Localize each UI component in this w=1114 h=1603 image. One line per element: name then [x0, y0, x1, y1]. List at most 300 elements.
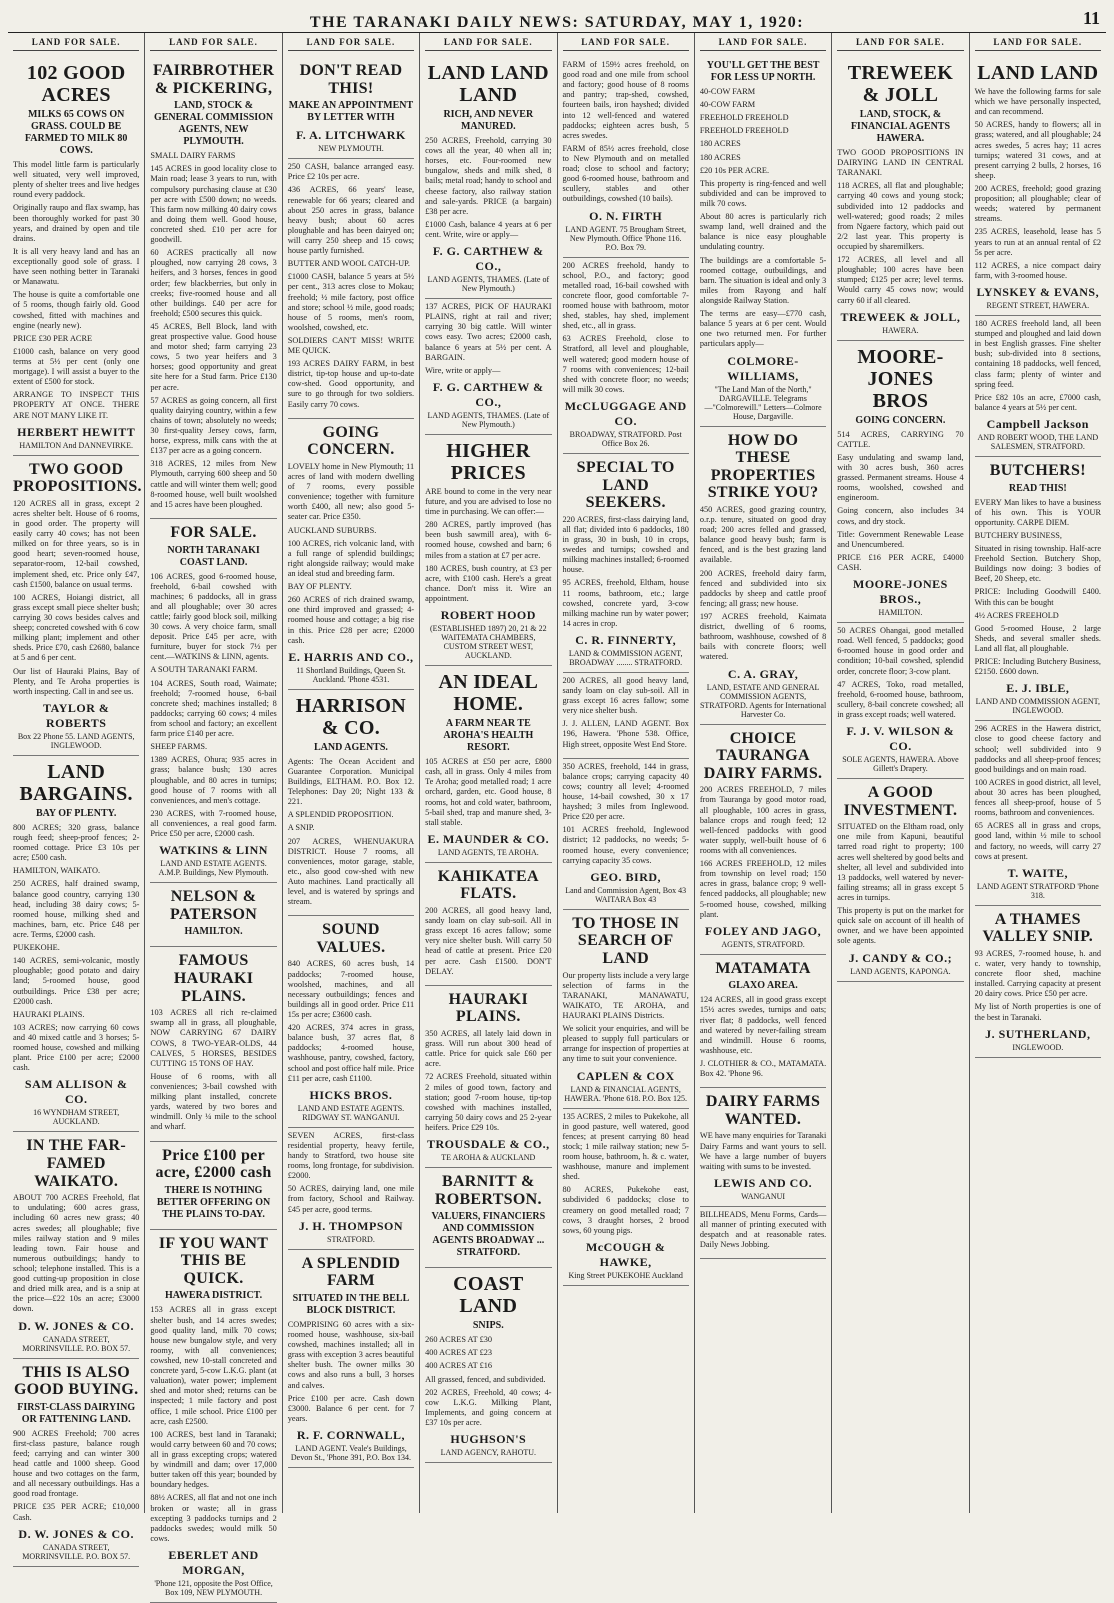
- ad-paragraph: All grassed, fenced, and subdivided.: [425, 1374, 546, 1384]
- ad-paragraph: 350 ACRES, freehold, 144 in grass, balance crops; carrying capacity 40 cows; country all level; 4-roomed house, 14-bail cowshed, 30 x 17 hayshed; 3 miles from Inglewood. Price £20 per acre.: [562, 761, 689, 822]
- ad-address: LAND & COMMISSION AGENT, BROADWAY ........ STRATFORD.: [568, 648, 683, 667]
- ad-paragraph: 250 CASH, balance arranged easy. Price £2 10s per acre.: [287, 162, 415, 182]
- ad-paragraph: PRICE £16 PER ACRE, £4000 CASH.: [837, 552, 964, 572]
- ad-paragraph: PRICE: Including Goodwill £400. With this can be bought: [974, 587, 1101, 607]
- ad-body: [425, 136, 551, 240]
- ad-paragraph: 100 ACRES, best land in Taranaki; would carry between 60 and 70 cows; all in grass excepting crops; watered by windmill and dam; over 17,000 butter taken off this year; bounded by boundary hedges.: [150, 1429, 277, 1490]
- ad-paragraph: PRICE £35 PER ACRE; £10,000 Cash.: [13, 1502, 140, 1522]
- ad-title: LAND LAND LAND: [427, 62, 549, 106]
- ad-address: HAMILTON.: [878, 608, 923, 618]
- ad-body: [975, 724, 1101, 861]
- ad-subtitle: READ THIS!: [1008, 482, 1067, 494]
- ad-title: MOORE-JONES BROS: [857, 345, 944, 412]
- ad-subtitle: HAMILTON.: [184, 926, 243, 938]
- ad-advertiser: F. J. V. WILSON & CO.: [846, 724, 955, 754]
- ad-paragraph: £1000 cash, balance on very good terms at 5½ per cent (only one mortgage). I will assist a buyer to the extent of £500 for stock.: [13, 346, 140, 387]
- ad-paragraph: The house is quite a comfortable one of 5 rooms, though fairly old. Good cowshed, fitted with machines and engine (nearly new).: [13, 290, 140, 330]
- ad-paragraph: This model little farm is particularly well situated, very well improved, plenty of shelter trees and live hedges round every paddock.: [13, 160, 140, 200]
- advertisement: [425, 1168, 551, 1268]
- ad-advertiser: F. G. CARTHEW & CO.,: [432, 244, 544, 274]
- ad-address: LAND & FINANCIAL AGENTS, HAWERA. 'Phone 618. P.O. Box 125.: [564, 1084, 687, 1103]
- ad-body: [288, 757, 414, 908]
- ad-title: GOING CONCERN.: [307, 423, 395, 459]
- ad-body: [13, 499, 139, 697]
- column: [558, 33, 695, 1513]
- ad-title: MATAMATA: [715, 959, 811, 977]
- advertisement: [700, 427, 826, 725]
- advertisement: [563, 673, 689, 759]
- ad-paragraph: 45 ACRES, Bell Block, land with great prospective value. Good house and motor shed; farm carrying 23 cows, 5 two year heifers and 3 horses; good opportunity and great site here for a Stud farm. Price £130 per acre.: [150, 321, 277, 392]
- ad-advertiser: WATKINS & LINN: [159, 843, 268, 858]
- ad-paragraph: PRICE: Including Butchery Business, £2150. £600 down.: [974, 657, 1101, 677]
- ad-title: IN THE FAR-FAMED WAIKATO.: [26, 1137, 126, 1190]
- ad-paragraph: £1000 CASH, balance 5 years at 5½ per cent., 313 acres close to Mokau; freehold; ½ mile factory, post office and store; school ½ mile, good roads; house of 5 rooms, men's room, woolshed, cowshed, etc.: [287, 272, 415, 332]
- ad-paragraph: 118 ACRES, all flat and ploughable; carrying 40 cows and young stock; subdivided into 12 paddocks and well-watered; good roads; 2 miles from Ngaere factory, which paid out 2/2 last year. This property is occupied by sharemilkers.: [837, 181, 964, 251]
- ad-advertiser: C. A. GRAY,: [727, 666, 799, 681]
- ad-advertiser: J. H. THOMPSON: [298, 1218, 403, 1233]
- ad-paragraph: 296 ACRES in the Hawera district, close to good cheese factory and school; well subdivided into 9 paddocks and all sheep-proof fences; good buildings and on main road.: [974, 724, 1101, 774]
- ad-paragraph: ABOUT 700 ACRES Freehold, flat to undulating; 600 acres grass, including 60 acres new grass; 40 acres swedes; all ploughable; five miles railway station and 9 miles leading town. Fair house and numerous outbuildings; handy to school; telephone installed. This is a good cutting-up proposition in close and dried milk area, and is a snip at the price—£22 10s an acre; £3000 down.: [13, 1193, 140, 1314]
- ad-paragraph: Good 5-roomed House, 2 large Sheds, and several smaller sheds. Land all flat, all ploughable.: [974, 623, 1101, 653]
- ad-body: [150, 1305, 276, 1544]
- ad-subtitle: NORTH TARANAKI COAST LAND.: [167, 544, 260, 568]
- advertisement: [150, 57, 276, 519]
- column: [8, 33, 145, 1561]
- advertisement: [425, 986, 551, 1168]
- ad-paragraph: SHEEP FARMS.: [150, 742, 208, 752]
- ad-paragraph: 50 ACRES, handy to flowers; all in grass; watered, and all ploughable; 24 acres swedes, 5 acres hay; 11 acres turnips; watered 31 cows, and at present carrying 2 bulls, 2 horses, 16 sheep.: [974, 120, 1101, 180]
- ad-title: FAIRBROTHER & PICKERING,: [152, 62, 275, 97]
- advertisement: [837, 57, 963, 341]
- ad-subtitle: LAND, STOCK & GENERAL COMMISSION AGENTS, NEW PLYMOUTH.: [153, 100, 274, 148]
- ad-subtitle: MILKS 65 COWS ON GRASS. COULD BE FARMED TO MILK 80 COWS.: [24, 109, 128, 156]
- advertisement: [563, 759, 689, 910]
- ad-advertiser: EBERLET AND MORGAN,: [168, 1548, 259, 1577]
- ad-paragraph: 103 ACRES all rich re-claimed swamp all in grass, all ploughable, NOW CARRYING 67 DAIRY COWS, 8 TWO-YEAR-OLDS, 44 CALVES, 5 HORSES, BESIDES CUTTING 15 TONS OF HAY.: [150, 1008, 277, 1068]
- ad-advertiser: CAPLEN & COX: [576, 1068, 675, 1083]
- ad-title: TO THOSE IN SEARCH OF LAND: [572, 914, 680, 967]
- advertisement: [288, 1250, 414, 1468]
- ad-address: STRATFORD.: [327, 1234, 375, 1244]
- advertisement: [288, 159, 414, 419]
- ad-paragraph: 103 ACRES; now carrying 60 cows and 40 mixed cattle and 3 horses; 5-roomed house, cowshed and milking plant. Price £100 per acre; £2000 cash.: [13, 1022, 140, 1073]
- ad-body: [700, 87, 826, 350]
- ad-subtitle: RICH, AND NEVER MANURED.: [443, 109, 534, 132]
- ad-address: SOLE AGENTS, HAWERA. Above Gillett's Drapery.: [842, 755, 959, 774]
- ad-paragraph: 400 ACRES AT £16: [425, 1361, 493, 1371]
- ad-body: [13, 160, 139, 421]
- ad-subtitle: LAND, STOCK, & FINANCIAL AGENTS HAWERA.: [850, 109, 951, 144]
- ad-paragraph: 40-COW FARM: [699, 87, 756, 96]
- ad-subtitle: YOU'LL GET THE BEST FOR LESS UP NORTH.: [706, 60, 820, 83]
- ad-paragraph: 840 ACRES, 60 acres bush, 14 paddocks; 7-roomed house, woolshed, machines, and all necessary outbuildings; fences and buildings all in good order. Price £11 15s per acre; £3600 cash.: [287, 959, 415, 1020]
- column: [832, 33, 969, 1513]
- advertisement: [837, 779, 963, 982]
- ad-title: BARNITT & ROBERTSON.: [434, 1173, 542, 1208]
- ad-paragraph: 65 ACRES all in grass and crops, good land, within ½ mile to school and factory, no weeds, will carry 27 cows at present.: [974, 821, 1101, 861]
- ad-paragraph: J. CLOTHIER & CO., MATAMATA. Box 42. 'Phone 96.: [699, 1058, 827, 1079]
- ad-address: LAND, ESTATE AND GENERAL COMMISSION AGENTS, STRATFORD. Agents for International Harvester Co.: [699, 682, 827, 719]
- ad-paragraph: HAMILTON, WAIKATO.: [13, 866, 101, 876]
- ad-paragraph: COMPRISING 60 acres with a six-roomed house, washhouse, six-bail cowshed, machines installed; all in grass with exception 3 acres beautiful shelter bush. The owner milks 30 cows and also runs a bull, 3 horses and calves.: [287, 1319, 415, 1390]
- ad-title: NELSON & PATERSON: [169, 888, 258, 923]
- ad-address: LAND AND ESTATE AGENTS. A.M.P. Buildings, New Plymouth.: [158, 859, 269, 878]
- ad-paragraph: Our property lists include a very large selection of farms in the TARANAKI, MANAWATU, WAIKATO, TE AROHA, and HAURAKI PLAINS Districts.: [562, 970, 689, 1021]
- ad-address: LAND AGENTS, THAMES. (Late of New Plymouth.): [427, 410, 550, 429]
- ad-paragraph: 250 ACRES, Freehold, carrying 30 cows all the year, 40 when all in; horses, etc. Four-roomed new bungalow, sheds and milk shed, 8 bails; metal road; handy to school and cheese factory, also railway station and sale-yards. PRICE (a bargain) £38 per acre.: [425, 136, 552, 216]
- advertisement: [563, 258, 689, 454]
- ad-paragraph: A SPLENDID PROPOSITION.: [287, 810, 394, 820]
- ad-title: A THAMES VALLEY SNIP.: [982, 910, 1094, 946]
- ad-body: [13, 1193, 139, 1314]
- ad-advertiser: F. G. CARTHEW & CO.,: [432, 379, 544, 409]
- ad-title: COAST LAND: [453, 1273, 524, 1318]
- ad-subtitle: THERE IS NOTHING BETTER OFFERING ON THE PLAINS TO-DAY.: [156, 1184, 271, 1220]
- ad-address: CANADA STREET, MORRINSVILLE. P.O. BOX 57.: [22, 1542, 131, 1561]
- ad-paragraph: 88½ ACRES, all flat and not one inch broken or waste; all in grass excepting 3 paddocks turnips and 2 paddocks swedes; would milk 50 cows.: [150, 1493, 277, 1543]
- ad-paragraph: Situated in rising township. Half-acre Freehold Section. Butchery Shop, Buildings now doing: 3 bodies of Beef, 20 Sheep, etc.: [974, 543, 1101, 584]
- ad-body: [700, 1210, 826, 1250]
- ad-body: [975, 949, 1101, 1023]
- ad-advertiser: Campbell Jackson: [986, 416, 1089, 431]
- ad-paragraph: 101 ACRES freehold, Inglewood district; 12 paddocks, no weeds; 5-roomed house, every convenience; carrying capacity 35 cows.: [562, 825, 689, 865]
- ad-address: LAND AGENT. 75 Brougham Street, New Plymouth. Office 'Phone 116. P.O. Box 79.: [565, 224, 687, 252]
- column: [695, 33, 832, 1513]
- ad-paragraph: 72 ACRES Freehold, situated within 2 miles of good town, factory and station; good 7-room house, tip-top cowshed with machines installed, carrying 50 dairy cows and 25 2-year heifers. Price £29 10s.: [425, 1072, 552, 1132]
- ad-paragraph: 50 ACRES Ohangai, good metalled road. Well fenced, 5 paddocks; good 6-roomed house in good order and condition; 10-bail cowshed, splendid order, concrete floor; 3-cow plant.: [837, 626, 964, 676]
- ad-paragraph: The terms are easy—£770 cash, balance 5 years at 6 per cent. Would one two returned men. For further particulars apply—: [699, 309, 827, 349]
- ad-advertiser: McCOUGH & HAWKE,: [585, 1239, 666, 1269]
- ad-paragraph: FARM of 159½ acres freehold, on good road and one mile from school and factory; good house of 8 rooms and pantry; trap-shed, cowshed, fourteen bails, iron hayshed; divided into 12 well-fenced and watered paddocks; eighteen acres bush, 5 acres swedes.: [562, 60, 689, 140]
- advertisement: [425, 863, 551, 986]
- ad-title: HIGHER PRICES: [446, 439, 531, 484]
- ad-title: IF YOU WANT THIS BE QUICK.: [158, 1234, 269, 1287]
- ad-body: [563, 261, 689, 395]
- ad-paragraph: 145 ACRES in good locality close to Main road; lease 3 years to run, with compulsory purchasing clause at £30 per acre with £500 down; no weeds. This farm now milking 40 dairy cows and doing them well. Good house, concreted shed. £10 per acre for goodwill.: [150, 164, 277, 245]
- ad-advertiser: HICKS BROS.: [309, 1087, 393, 1102]
- ad-paragraph: The buildings are a comfortable 5-roomed cottage, outbuildings, and barn. The situation is ideal and only 3 miles from Rayong and half alongside Railway Station.: [699, 255, 827, 305]
- ad-paragraph: 250 ACRES, half drained swamp, balance good country, carrying 130 head, including 38 dairy cows; 5-roomed house, milking shed and machines, barn, etc. Price £48 per acre. Terms, £2000 cash.: [13, 879, 140, 939]
- ad-advertiser: D. W. JONES & CO.: [18, 1318, 134, 1333]
- ad-paragraph: BUTCHERY BUSINESS,: [974, 530, 1062, 540]
- ad-subtitle: VALUERS, FINANCIERS AND COMMISSION AGENTS BROADWAY ... STRATFORD.: [431, 1211, 546, 1259]
- ad-body: [288, 162, 414, 410]
- ad-title: THIS IS ALSO GOOD BUYING.: [13, 1363, 139, 1399]
- ad-paragraph: SEVEN ACRES, first-class residential property, heavy fertile, handy to Stratford, two house site rooms, long frontage, for subdivision. £2000.: [287, 1130, 415, 1181]
- ad-paragraph: 112 ACRES, a nice compact dairy farm, with 3-roomed house.: [974, 260, 1101, 280]
- advertisement: [975, 457, 1101, 721]
- ad-address: HAMILTON And DANNEVIRKE.: [19, 440, 133, 450]
- ad-body: [563, 971, 689, 1065]
- ad-paragraph: 166 ACRES FREEHOLD, 12 miles from township on level road; 150 acres in grass, balance crop; 9 well-fenced paddocks, all ploughable; new 5-roomed house, cowshed, milking plant.: [699, 859, 827, 919]
- ad-paragraph: It is all very heavy land and has an exceptionally good sole of grass. I have seen nothing better in Taranaki or Manawatu.: [13, 246, 140, 287]
- ad-paragraph: 63 ACRES Freehold, close to Stratford, all level and ploughable, well watered; good modern house of 7 rooms with conveniences; 12-bail shed with concrete floor; no weeds; will milk 30 cows.: [562, 334, 689, 394]
- ad-paragraph: This property is ring-fenced and well subdivided and can be improved to milk 70 cows.: [699, 178, 827, 208]
- ad-subtitle: BAY OF PLENTY.: [35, 807, 117, 819]
- ad-title: A GOOD INVESTMENT.: [843, 784, 958, 819]
- ad-body: [425, 302, 551, 376]
- ad-advertiser: C. R. FINNERTY,: [575, 632, 677, 647]
- ad-advertiser: GEO. BIRD,: [590, 869, 662, 884]
- ad-paragraph: We have the following farms for sale which we have personally inspected, and can recommend.: [974, 87, 1101, 117]
- ad-paragraph: WE have many enquiries for Taranaki Dairy Farms and want yours to sell. We have a large number of buyers waiting with sums to be invested.: [699, 1131, 827, 1171]
- ad-advertiser: E. HARRIS AND CO.,: [288, 649, 414, 664]
- ad-paragraph: 318 ACRES, 12 miles from New Plymouth, carrying 600 sheep and 50 cattle and will winter them well; good 8-roomed house, well built woolshed and 15 acres have been ploughed.: [150, 459, 277, 509]
- column-header: LAND FOR SALE.: [563, 35, 689, 51]
- ad-subtitle: FIRST-CLASS DAIRYING OR FATTENING LAND.: [17, 1401, 136, 1425]
- ad-advertiser: T. WAITE,: [1007, 865, 1069, 880]
- ad-paragraph: 180 ACRES: [699, 139, 741, 149]
- ad-paragraph: Easy undulating and swamp land, with 30 acres bush, 360 acres grassed. Permanent streams. House 4 rooms, woolshed, cowshed and engineroom.: [837, 452, 964, 503]
- advertisement: [700, 1088, 826, 1207]
- ad-address: (ESTABLISHED 1897) 20, 21 & 22 WAITEMATA CHAMBERS, CUSTOM STREET WEST, AUCKLAND.: [429, 624, 547, 661]
- ad-paragraph: PUKEKOHE.: [13, 943, 60, 953]
- ad-paragraph: FREEHOLD FREEHOLD: [699, 126, 789, 136]
- ad-body: [425, 906, 551, 977]
- ad-paragraph: 100 ACRES, rich volcanic land, with a full range of splendid buildings; right alongside railway; would make an ideal stud and breeding farm.: [287, 538, 415, 578]
- column-header: LAND FOR SALE.: [13, 35, 139, 51]
- ad-address: INGLEWOOD.: [1012, 1042, 1064, 1052]
- advertisement: [13, 1132, 139, 1358]
- ad-paragraph: 800 ACRES; 320 grass, balance rough feed; sheep-proof fences; 2-roomed cottage. Price £3 10s per acre; £500 cash.: [13, 822, 140, 863]
- ad-address: 'Phone 121, opposite the Post Office, Box 109, NEW PLYMOUTH.: [154, 1579, 273, 1597]
- page-number: 11: [1082, 8, 1100, 28]
- ad-paragraph: 350 ACRES, all lately laid down in grass. Will run about 300 head of cattle. Price for quick sale £60 per acre.: [425, 1028, 552, 1069]
- ad-address: AND ROBERT WOOD, THE LAND SALESMEN, STRATFORD.: [977, 432, 1099, 451]
- ad-title: LAND BARGAINS.: [19, 760, 133, 805]
- advertisement: [13, 756, 139, 1133]
- ad-paragraph: 106 ACRES, good 6-roomed house, freehold, 6-bail cowshed with machines; 6 paddocks, all in grass and all ploughable; over 30 acres cattle; fairly good block soil, milking 30 cows. A very choice farm, small deposit. Price £45 per acre, with furniture, buyer for stock 7½ per cent.—WATKINS & LINN, agents.: [150, 571, 277, 662]
- ad-title: SOUND VALUES.: [316, 921, 386, 956]
- advertisement: [288, 690, 414, 917]
- column: [283, 33, 420, 1513]
- advertisement: [288, 916, 414, 1128]
- ad-paragraph: This property is put on the market for quick sale on account of ill health of owner, and we have been appointed sole agents.: [837, 906, 964, 946]
- ad-body: [288, 959, 414, 1083]
- ad-title: Price £100 per acre, £2000 cash: [155, 1146, 272, 1182]
- column-header: LAND FOR SALE.: [288, 35, 414, 51]
- ad-paragraph: Title: Government Renewable Lease and Unencumbered.: [837, 529, 964, 549]
- ad-paragraph: A SOUTH TARANAKI FARM.: [150, 665, 258, 675]
- advertisement: [700, 1207, 826, 1259]
- ad-paragraph: LOVELY home in New Plymouth; 11 acres of land with modern dwelling of 7 rooms, every possible convenience; together with furniture worth £400, all new; also good 5-seater car. Price £350.: [287, 461, 415, 522]
- ad-address: NEW PLYMOUTH.: [318, 144, 384, 154]
- ad-body: [563, 515, 689, 629]
- advertisement: [563, 1109, 689, 1286]
- ad-title: FAMOUS HAURAKI PLAINS.: [173, 952, 254, 1005]
- ad-paragraph: 202 ACRES, Freehold, 40 cows; 4-cow L.K.G. Milking Plant, Implements, and going concern at £37 10s per acre.: [425, 1387, 552, 1428]
- ad-body: [975, 319, 1101, 413]
- ad-body: [150, 151, 276, 510]
- ad-paragraph: We solicit your enquiries, and will be pleased to supply full particulars or arrange for inspection of properties at any time to suit your convenience.: [562, 1024, 689, 1064]
- ad-body: [13, 823, 139, 1074]
- ad-advertiser: McCLUGGAGE AND CO.: [564, 398, 687, 428]
- ad-address: LAND AGENCY, RAHOTU.: [440, 1448, 537, 1458]
- ad-title: BUTCHERS!: [989, 461, 1086, 479]
- ad-paragraph: 400 ACRES AT £23: [425, 1348, 493, 1358]
- ad-paragraph: House of 6 rooms, with all conveniences; 3-bail cowshed with milking plant installed, concrete yards, watered by two bores and windmill. Only ¼ mile to the school and wharf.: [150, 1071, 277, 1132]
- ad-paragraph: Agents: The Ocean Accident and Guarantee Corporation. Municipal Buildings, ELTHAM. P.O. Box 12. Telephones: Day 20; Night 133 & 221.: [287, 756, 415, 807]
- ad-paragraph: 80 ACRES, Pukekohe east, subdivided 6 paddocks; close to creamery on good metalled road; 7 cows, 3 draught horses, 2 brood sows, 60 young pigs.: [562, 1185, 689, 1235]
- ad-paragraph: 95 ACRES, freehold, Eltham, house 11 rooms, bathroom, etc.; large cowshed, concrete yard, 3-cow milking machine run by water power; 14 acres in crop.: [562, 578, 689, 628]
- advertisement: [975, 721, 1101, 905]
- ad-advertiser: HERBERT HEWITT: [17, 424, 136, 439]
- ad-title: FOR SALE.: [170, 523, 257, 541]
- ad-paragraph: ARE bound to come in the very near future, and you are advised to lose no time in purchasing. We can offer:—: [425, 486, 552, 517]
- ad-paragraph: 235 ACRES, leasehold, lease has 5 years to run at an annual rental of £2 5s per acre.: [974, 227, 1101, 257]
- ad-title: DAIRY FARMS WANTED.: [705, 1093, 821, 1128]
- ad-paragraph: FARM of 85½ acres freehold, close to New Plymouth and on metalled road; close to school and factory; good 6-roomed house, bathroom and scullery, stables and other outbuildings, cowshed (10 bails).: [562, 143, 689, 204]
- ad-paragraph: AUCKLAND SUBURBS.: [287, 525, 377, 535]
- ad-address: AGENTS, STRATFORD.: [721, 939, 805, 949]
- ad-address: HAWERA.: [882, 325, 919, 335]
- ad-address: "The Land Man of the North," DARGAVILLE. Telegrams—"Colmorewill." Letters—Colmore House, Dargaville.: [704, 384, 822, 421]
- advertisement: [700, 725, 826, 955]
- ad-paragraph: 137 ACRES, PICK OF HAURAKI PLAINS, right at rail and river; carrying 30 big cattle. Will winter cows easy. Two acres; £2000 cash, balance 6 years at 5½ per cent. A BARGAIN.: [425, 302, 552, 362]
- advertisement: [975, 906, 1101, 1058]
- advertisement: [150, 1142, 276, 1230]
- ad-paragraph: 180 ACRES freehold land, all been stumped and ploughed and laid down in best English grasses. Fine shelter bush; sub-divided into 8 sections, containing 18 paddocks, well fenced, class farm; plenty of winter and spring feed.: [974, 318, 1101, 389]
- ad-paragraph: 57 ACRES as going concern, all first quality dairying country, within a few chains of town; absolutely no weeds; 30 first-quality Jersey cows, farm, horse, express, milk cans with the at £137 per acre as a going concern.: [150, 395, 277, 456]
- ad-subtitle: A FARM NEAR TE AROHA'S HEALTH RESORT.: [443, 718, 534, 754]
- ad-paragraph: 100 ACRES in good district, all level, about 30 acres has been ploughed, fences all sheep-proof, house of 5 rooms, bathroom and conveniences.: [974, 777, 1101, 818]
- ad-address: BROADWAY, STRATFORD. Post Office Box 26.: [569, 429, 682, 448]
- ad-paragraph: BILLHEADS, Menu Forms, Cards—all manner of printing executed with despatch and at reasonable rates. Daily News Jobbing.: [699, 1209, 827, 1250]
- ad-body: [425, 757, 551, 828]
- ad-body: [975, 498, 1101, 678]
- ad-paragraph: 200 ACRES FREEHOLD, 7 miles from Tauranga by good motor road, all ploughable, 100 acres in grass, balance crops and rough feed; 12 well-fenced paddocks with good water supply, well-built house of 6 rooms with all conveniences.: [699, 785, 827, 855]
- ad-address: 16 WYNDHAM STREET, AUCKLAND.: [33, 1108, 120, 1127]
- advertisement: [150, 1230, 276, 1603]
- ad-paragraph: SOLDIERS CAN'T MISS! WRITE ME QUICK.: [287, 335, 415, 356]
- advertisement: [700, 57, 826, 427]
- ad-address: King Street PUKEKOHE Auckland: [568, 1270, 683, 1280]
- ad-paragraph: 105 ACRES at £50 per acre, £800 cash, all in grass. Only 4 miles from Te Aroha; good metalled road; 1 acre orchard, garden, etc. Good house, 8 rooms, hot and cold water, bathroom, 5-bail shed, trap and manure shed, 3-stall stable.: [425, 757, 552, 827]
- advertisement: [563, 910, 689, 1109]
- ad-paragraph: Going concern, also includes 34 cows, and dry stock.: [837, 506, 964, 526]
- ad-advertiser: E. J. IBLE,: [1006, 681, 1070, 696]
- advertisement: [13, 456, 142, 756]
- ad-body: [837, 430, 963, 573]
- advertisement: [563, 57, 689, 258]
- advertisement: [150, 519, 276, 883]
- ad-paragraph: 180 ACRES: [699, 152, 741, 162]
- ad-paragraph: £20 10s PER ACRE.: [699, 165, 770, 175]
- ad-title: CHOICE TAURANGA DAIRY FARMS.: [703, 729, 823, 782]
- ad-paragraph: 900 ACRES Freehold; 700 acres first-class pasture, balance rough feed; carrying and can winter 300 head cattle and 1000 sheep. Good house and two cottages on the farm, and all necessary outbuildings. Has a good road frontage.: [13, 1428, 140, 1499]
- ad-paragraph: 135 ACRES, 2 miles to Pukekohe, all in good pasture, well watered, good fences; at present carrying 80 head stock; 1 mile railway station; new 5-room house, bathroom, h. & c. water, washhouse, manure and implement shed.: [562, 1111, 689, 1182]
- ad-paragraph: 514 ACRES, CARRYING 70 CATTLE.: [837, 429, 964, 449]
- ad-body: [700, 995, 826, 1079]
- ad-paragraph: 200 ACRES, freehold dairy farm, fenced and subdivided into six paddocks by sheep and cattle proof fencing; all grass; new house.: [699, 568, 827, 608]
- ad-paragraph: 93 ACRES, 7-roomed house, h. and c. water, very handy to township, concrete floor shed, machine installed. Carrying capacity at present 20 dairy cows. Price £50 per acre.: [974, 948, 1101, 999]
- ad-paragraph: SITUATED on the Eltham road, only one mile from Kapuni, beautiful tarred road right to property; 100 acres well sheltered by good belts and shelter, all level and subdivided into 13 paddocks, well watered by never-failing streams; all in grass except 5 acres in turnips.: [837, 822, 964, 902]
- ad-paragraph: J. J. ALLEN, LAND AGENT. Box 196, Hawera. 'Phone 538. Office, High street, opposite West End Store.: [562, 719, 689, 749]
- ad-address: LAND AGENTS, KAPONGA.: [850, 966, 951, 976]
- advertisement: [425, 299, 551, 435]
- ad-address: LAND AGENTS, TE AROHA.: [437, 847, 539, 857]
- ad-body: [700, 505, 826, 663]
- ad-paragraph: 47 ACRES, Toko, road metalled, freehold, 6-roomed house, bathroom, scullery, 8-bail concrete cowshed; all in grass except roads; well watered.: [837, 679, 964, 719]
- ad-advertiser: HUGHSON'S: [450, 1432, 527, 1447]
- ad-advertiser: TREWEEK & JOLL,: [840, 309, 961, 324]
- ad-paragraph: 172 ACRES, all level and all ploughable; 100 acres have been stumped; £125 per acre; level terms. Would carry 45 cows now; would carry 60 if all cleared.: [837, 255, 964, 305]
- ad-paragraph: EVERY Man likes to have a business of his own. This is YOUR opportunity. CARPE DIEM.: [974, 497, 1101, 527]
- ad-paragraph: Originally raupo and flax swamp, has been thoroughly worked for past 30 years, and drained by open and tile drains.: [13, 203, 140, 243]
- ad-advertiser: J. CANDY & CO.;: [848, 950, 953, 965]
- ad-address: LAND AGENT. Veale's Buildings, Devon St., 'Phone 391, P.O. Box 134.: [290, 1443, 411, 1462]
- ad-body: [288, 462, 414, 646]
- ad-paragraph: 153 ACRES all in grass except shelter bush, and 14 acres swedes; good quality land, milk 70 cows; house new bungalow style, and very roomy, with all conveniences; cowshed, new 10-stall concreted and concrete yard, 5-cow L.K.G. plant (at valuation), water power; implement shed and motor shed; returns can be inspected; 1 mile factory and post office, 1 mile school. Price £100 per acre, cash £2500.: [150, 1305, 277, 1426]
- ad-paragraph: 104 ACRES, South road, Waimate; freehold; 7-roomed house, 6-bail concrete shed; machines installed; 8 paddocks; carrying 60 cows; 4 miles from school and factory; an excellent farm price £140 per acre.: [150, 678, 277, 739]
- ad-advertiser: FOLEY AND JAGO,: [705, 923, 822, 938]
- ad-body: [975, 87, 1101, 281]
- ad-paragraph: 230 ACRES, with 7-roomed house, all conveniences, a real good farm. Price £50 per acre, £2000 cash.: [150, 808, 277, 839]
- ad-paragraph: 197 ACRES freehold, Kaimata district, dwelling of 6 rooms, bathroom, washhouse, cowshed of 8 bails with concrete floors; well watered.: [699, 611, 827, 662]
- ad-body: [563, 676, 689, 750]
- advertisement: [150, 883, 276, 947]
- ad-address: Box 22 Phone 55. LAND AGENTS, INGLEWOOD.: [17, 731, 135, 750]
- ad-paragraph: 100 ACRES, Hoiangi district, all grass except small piece shelter bush; carrying 30 cows besides calves and sheep; concreted cowshed with 6 cow milking plant; implement and other sheds. Price £70, cash £2680, balance at 5 and 6 per cent.: [13, 592, 140, 663]
- ad-title: HARRISON & CO.: [295, 694, 407, 739]
- ad-paragraph: 4½ ACRES FREEHOLD: [974, 610, 1059, 620]
- ad-title: SPECIAL TO LAND SEEKERS.: [576, 458, 675, 512]
- ad-paragraph: PRICE £30 PER ACRE: [13, 333, 93, 343]
- ad-subtitle: HAWERA DISTRICT.: [165, 1290, 263, 1302]
- columns-container: [8, 33, 1106, 1597]
- ad-body: [425, 1335, 551, 1428]
- advertisement: [425, 57, 551, 299]
- column-header: LAND FOR SALE.: [700, 35, 826, 51]
- column: [970, 33, 1106, 1513]
- ad-title: TWO GOOD PROPOSITIONS.: [13, 460, 142, 496]
- ad-title: HAURAKI PLAINS.: [448, 990, 529, 1026]
- ad-advertiser: O. N. FIRTH: [589, 208, 663, 223]
- ad-address: WANGANUI: [741, 1191, 786, 1201]
- advertisement: [563, 454, 689, 673]
- ad-paragraph: 140 ACRES, semi-volcanic, mostly ploughable; good potato and dairy land; 5-roomed house, good outbuildings. Price £38 per acre; £2000 cash.: [13, 956, 140, 1006]
- ad-address: Land and Commission Agent, Box 43 WAITARA Box 43: [565, 885, 687, 904]
- ad-paragraph: 260 ACRES AT £30: [425, 1335, 493, 1345]
- ad-address: REGENT STREET, HAWERA.: [986, 300, 1090, 310]
- ad-paragraph: About 80 acres is particularly rich swamp land, well drained and the balance is nice easy ploughable undulating country.: [699, 212, 827, 252]
- ad-title: A SPLENDID FARM: [301, 1254, 401, 1290]
- ad-paragraph: ARRANGE TO INSPECT THIS PROPERTY AT ONCE. THERE ARE NOT MANY LIKE IT.: [13, 390, 140, 420]
- ad-paragraph: £1000 Cash, balance 4 years at 6 per cent. Write, wire or apply—: [425, 219, 552, 239]
- ad-paragraph: 200 ACRES freehold, handy to school, P.O., and factory; good metalled road, 16-bail cowshed with concrete floor, good comfortable 7-roomed house with bathroom, motor shed, stables, hay shed, implement shed, etc., all in grass.: [562, 260, 689, 331]
- ad-paragraph: Our list of Hauraki Plains, Bay of Plenty, and Te Aroha properties is worth inspecting. Call in and see us.: [13, 666, 140, 696]
- masthead-title: THE TARANAKI DAILY NEWS: SATURDAY, MAY 1, 1920:: [309, 14, 805, 31]
- ad-title: KAHIKATEA FLATS.: [437, 867, 539, 903]
- ad-title: LAND LAND: [977, 62, 1099, 84]
- ad-advertiser: F. A. LITCHWARK: [296, 128, 406, 143]
- ad-body: [563, 762, 689, 866]
- ad-advertiser: COLMORE-WILLIAMS,: [727, 353, 799, 383]
- masthead: [8, 6, 1106, 33]
- ad-paragraph: 1389 ACRES, Ohura; 935 acres in grass; balance bush; 130 acres ploughable, and 80 acres in turnips; good house of 7 rooms with all conveniences, and men's cottage.: [150, 755, 277, 805]
- ad-address: CANADA STREET, MORRINSVILLE. P.O. BOX 57.: [22, 1334, 131, 1353]
- ad-address: LAND AND COMMISSION AGENT, INGLEWOOD.: [975, 697, 1100, 716]
- advertisement: [837, 623, 963, 779]
- ad-body: [13, 1429, 139, 1523]
- ad-paragraph: SMALL DAIRY FARMS: [150, 151, 236, 161]
- ad-advertiser: J. SUTHERLAND,: [985, 1026, 1091, 1041]
- ad-paragraph: Price £82 10s an acre, £7000 cash, balance 4 years at 5½ per cent.: [974, 392, 1101, 412]
- ad-body: [563, 60, 689, 205]
- ad-paragraph: 60 ACRES practically all now ploughed, now carrying 28 cows, 3 heifers, and 3 horses, fences in good order; few blackberries, but only in creeks; five-roomed house and all other buildings. £40 per acre for freehold; £500 secures this quick.: [150, 248, 277, 318]
- ad-paragraph: 450 ACRES, good grazing country, o.r.p. tenure, situated on good dray road; 200 acres felled and grassed, balance good heavy bush; farm is fenced, and is the best grazing land available.: [699, 504, 827, 565]
- ad-subtitle: GLAXO AREA.: [728, 980, 798, 992]
